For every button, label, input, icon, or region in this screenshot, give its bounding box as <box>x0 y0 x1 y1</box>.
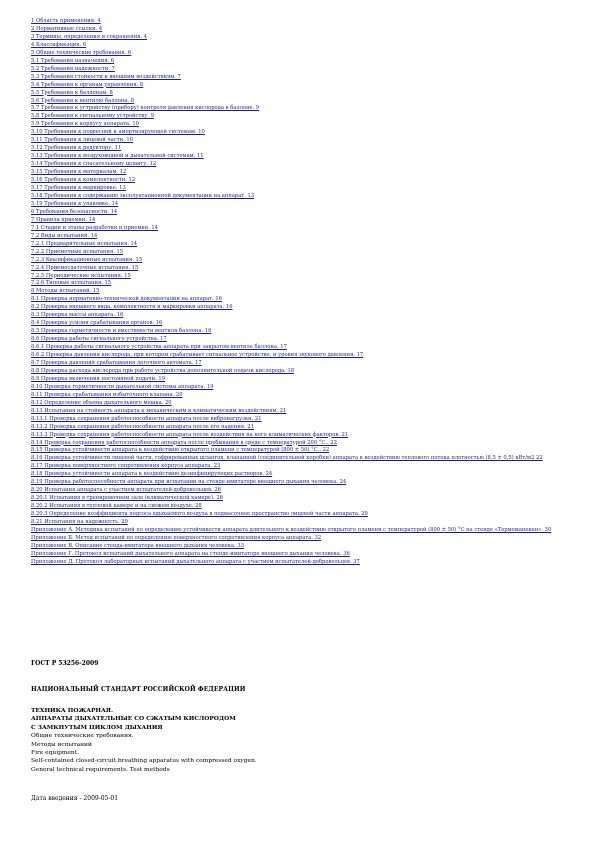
toc-link[interactable]: 8.11 Проверка срабатывания избыточного клапана. 20 <box>31 391 183 398</box>
toc-link[interactable]: 8.20.3 Определение коэффициента подсоса вдыхаемого воздуха в подмасочное пространство лицевой части аппарата. 29 <box>31 511 368 518</box>
toc-link[interactable]: 7 Правила приемки. 14 <box>31 216 96 223</box>
toc-entry <box>31 368 586 376</box>
toc-link[interactable]: 8.6.1 Проверка работы сигнального устройства аппарата при закрытом вентиле баллона. 17 <box>31 344 287 351</box>
toc-link[interactable]: 8.8 Проверка расхода кислорода при работе устройства дополнительной подачи кислорода. 18 <box>31 367 295 374</box>
toc-entry <box>31 58 586 66</box>
toc-link[interactable]: 8.10 Проверка герметичности дыхательной системы аппарата. 19 <box>31 383 214 390</box>
toc-entry <box>31 280 586 288</box>
toc-link[interactable]: Приложение В. Описание стенда-имитатора внешнего дыхания человека. 33 <box>31 542 245 549</box>
toc-link[interactable]: 5.12 Требования к редуктору. 11 <box>31 145 122 152</box>
subtitle-line: Методы испытаний <box>31 741 92 748</box>
toc-link[interactable]: 5.14 Требования к спасательному шлангу. 12 <box>31 161 157 168</box>
toc-link[interactable]: 8.13.1 Проверка сохранения работоспособности аппарата после вибронагрузки. 21 <box>31 415 262 422</box>
toc-entry <box>31 201 586 209</box>
toc-link[interactable]: 8 Методы испытаний. 15 <box>31 288 100 295</box>
toc-link[interactable]: 8.1 Проверка нормативно-технической документации на аппарат. 16 <box>31 296 222 303</box>
title-line: С ЗАМКНУТЫМ ЦИКЛОМ ДЫХАНИЯ <box>31 723 163 731</box>
toc-entry <box>31 432 586 440</box>
toc-link[interactable]: 8.18 Проверка устойчивости аппарата к воздействию дезинфицирующих растворов. 24 <box>31 471 273 478</box>
toc-link[interactable]: 5.15 Требования к материалам. 12 <box>31 169 127 176</box>
toc-link[interactable]: Приложение Б. Метод испытаний по определению поверхностного сопротивления корпуса аппарата. 32 <box>31 534 322 541</box>
toc-link[interactable]: 5.18 Требования к содержанию эксплуатационной документации на аппарат. 13 <box>31 192 255 199</box>
toc-entry <box>31 424 586 432</box>
toc-link[interactable]: 6 Требования безопасности. 14 <box>31 208 118 215</box>
toc-entry <box>31 225 586 233</box>
toc-link[interactable]: 8.9 Проверка включения постоянной подачи. 19 <box>31 375 166 382</box>
toc-entry <box>31 455 586 463</box>
toc-link[interactable]: 8.7 Проверка давления срабатывания легочного автомата. 17 <box>31 359 202 366</box>
toc-entry <box>31 376 586 384</box>
toc-entry <box>31 217 586 225</box>
toc-link[interactable]: 8.4 Проверка усилия срабатывания органов. 16 <box>31 320 163 327</box>
toc-entry <box>31 304 586 312</box>
toc-link[interactable]: 8.13.3 Проверка сохранения работоспособности аппарата после воздействия на него климатических факторов. 21 <box>31 431 349 438</box>
toc-entry <box>31 74 586 82</box>
title-line: ТЕХНИКА ПОЖАРНАЯ. <box>31 707 114 714</box>
toc-entry <box>31 42 586 50</box>
toc-link[interactable]: 5.7 Требования к устройству (прибору) контроля давления кислорода в баллоне. 9 <box>31 105 260 112</box>
toc-entry <box>31 257 586 265</box>
toc-entry <box>31 511 586 519</box>
toc-entry <box>31 273 586 281</box>
toc-entry <box>31 400 586 408</box>
toc-link[interactable]: 8.3 Проверка массы аппарата. 16 <box>31 312 124 319</box>
toc-link[interactable]: 8.20 Испытания аппарата с участием испытателей-добровольцев. 26 <box>31 487 221 494</box>
toc-entry <box>31 527 586 535</box>
toc-entry <box>31 384 586 392</box>
toc-entry <box>31 153 586 161</box>
toc-link[interactable]: 4 Классификация. 6 <box>31 41 87 48</box>
toc-link[interactable]: 5.6 Требования к вентилю баллона. 8 <box>31 97 135 104</box>
toc-link[interactable]: 5.1 Требования назначения. 6 <box>31 57 115 64</box>
document-code: ГОСТ Р 53256-2009 <box>31 660 99 667</box>
toc-link[interactable]: 8.6 Проверка работы сигнального устройства. 17 <box>31 336 167 343</box>
toc-entry <box>31 543 586 551</box>
toc-link[interactable]: 8.5 Проверка герметичности и вместимости вентиля баллона. 16 <box>31 328 212 335</box>
toc-link[interactable]: 8.13 Испытания на стойкость аппарата к механическим и климатическим воздействиям. 21 <box>31 407 287 414</box>
toc-link[interactable]: 8.2 Проверка внешнего вида, комплектности и маркировки аппарата. 16 <box>31 304 233 311</box>
toc-link[interactable]: 7.2.4 Приемосдаточные испытания. 15 <box>31 264 139 271</box>
toc-link[interactable]: 2 Нормативные ссылки. 4 <box>31 25 103 32</box>
toc-entry <box>31 503 586 511</box>
document-title-block <box>31 707 571 774</box>
toc-link[interactable]: Приложение Д. Протокол лабораторных испытаний дыхательного аппарата с участием испытателей-добровольцев. 37 <box>31 558 360 565</box>
toc-link[interactable]: 8.17 Проверка поверхностного сопротивления корпуса аппарата. 23 <box>31 463 221 470</box>
toc-entry <box>31 352 586 360</box>
toc-entry <box>31 535 586 543</box>
toc-link[interactable]: Приложение А. Методика испытаний по определению устойчивости аппарата длительного к воздействию открытого пламени с температурой (800 ± 50) °С на стенде «Термоманекен». 30 <box>31 527 552 533</box>
toc-link[interactable]: 7.2.1 Предварительные испытания. 14 <box>31 240 138 247</box>
toc-entry <box>31 145 586 153</box>
toc-entry <box>31 90 586 98</box>
toc-entry <box>31 336 586 344</box>
subtitle-line: Общие технические требования. <box>31 733 134 740</box>
toc-entry <box>31 185 586 193</box>
toc-link[interactable]: 5.16 Требования к комплектности. 12 <box>31 177 136 184</box>
toc-link[interactable]: 5.3 Требования стойкости к внешним воздействиям. 7 <box>31 73 181 80</box>
toc-entry <box>31 392 586 400</box>
toc-entry <box>31 241 586 249</box>
english-title-line: General technical requirements. Test methods <box>31 766 170 773</box>
toc-entry <box>31 296 586 304</box>
toc-entry <box>31 82 586 90</box>
toc-entry <box>31 161 586 169</box>
toc-link[interactable]: 5.19 Требования к упаковке. 14 <box>31 200 119 207</box>
toc-entry <box>31 177 586 185</box>
toc-link[interactable]: 8.20.2 Испытания в тепловой камере и на свежем воздухе. 28 <box>31 503 202 510</box>
toc-link[interactable]: 8.20.1 Испытания в тренировочном зале (климатической камере). 26 <box>31 495 223 502</box>
toc-entry <box>31 233 586 241</box>
toc-entry <box>31 487 586 495</box>
toc-link[interactable]: 5.10 Требования к подвесной и амортизирующей системам. 10 <box>31 129 205 136</box>
toc-entry <box>31 519 586 527</box>
toc-link[interactable]: 5.4 Требования к органам управления. 8 <box>31 81 144 88</box>
toc-entry <box>31 169 586 177</box>
toc-entry <box>31 34 586 42</box>
toc-entry <box>31 551 586 559</box>
toc-link[interactable]: 1 Область применения. 4 <box>31 18 101 24</box>
toc-link[interactable]: 8.13.2 Проверка сохранения работоспособности аппарата после его падения. 21 <box>31 423 254 430</box>
english-title-line: Self-contained closed-circuit breathing apparatus with compressed oxygen. <box>31 758 257 765</box>
introduction-date: Дата введения - 2009-05-01 <box>31 795 119 802</box>
toc-link[interactable]: 7.2.6 Типовые испытания. 15 <box>31 280 112 287</box>
toc-link[interactable]: 7.2.5 Периодические испытания. 15 <box>31 272 131 279</box>
toc-link[interactable]: 7.2.3 Квалификационные испытания. 15 <box>31 256 143 263</box>
toc-link[interactable]: 5.2 Требования надежности. 7 <box>31 65 115 72</box>
toc-link[interactable]: 7.1 Стадии и этапы разработки и приемки. 14 <box>31 224 158 231</box>
toc-entry <box>31 360 586 368</box>
toc-link[interactable]: 8.21 Испытания на надежность. 29 <box>31 519 128 526</box>
toc-link[interactable]: 7.2 Виды испытаний. 14 <box>31 232 98 239</box>
english-title-line: Fire equipment. <box>31 750 79 757</box>
toc-link[interactable]: 5.17 Требования к маркировке. 13 <box>31 185 126 192</box>
toc-entry <box>31 66 586 74</box>
toc-link[interactable]: 8.19 Проверка работоспособности аппарата при испытании на стенде-имитаторе внешнего дыхания человека. 24 <box>31 479 347 486</box>
standard-title: НАЦИОНАЛЬНЫЙ СТАНДАРТ РОССИЙСКОЙ ФЕДЕРАЦИИ <box>31 686 246 693</box>
toc-entry <box>31 495 586 503</box>
toc-entry <box>31 50 586 58</box>
toc-entry <box>31 249 586 257</box>
table-of-contents <box>31 18 586 567</box>
toc-entry <box>31 209 586 217</box>
title-line: АППАРАТЫ ДЫХАТЕЛЬНЫЕ СО СЖАТЫМ КИСЛОРОДОМ <box>31 715 236 723</box>
toc-entry <box>31 320 586 328</box>
toc-entry <box>31 559 586 567</box>
toc-link[interactable]: 5 Общие технические требования. 6 <box>31 49 132 56</box>
toc-entry <box>31 26 586 34</box>
toc-link[interactable]: 7.2.2 Приемочные испытания. 15 <box>31 248 124 255</box>
toc-link[interactable]: 5.8 Требования к сигнальному устройству. 9 <box>31 113 154 120</box>
toc-entry <box>31 344 586 352</box>
toc-entry <box>31 408 586 416</box>
toc-entry <box>31 265 586 273</box>
toc-link[interactable]: 5.9 Требования к корпусу аппарата. 10 <box>31 121 139 128</box>
toc-link[interactable]: 8.6.2 Проверка давления кислорода, при котором срабатывает сигнальное устройство, и уровня звукового давления. 17 <box>31 352 364 359</box>
toc-entry <box>31 18 586 26</box>
toc-link[interactable]: 8.16 Проверка устойчивости лицевой части, гофрированных шлангов, клапанной (соединительной коробки) аппарата к воздействию теплового потока плотностью (8,5 ± 0,5) кВт/м2 22 <box>31 455 543 462</box>
toc-entry <box>31 193 586 201</box>
toc-link[interactable]: 5.5 Требования к баллонам. 8 <box>31 89 113 96</box>
toc-link[interactable]: 8.14 Проверка сохранения работоспособности аппарата после пребывания в среде с температурой 200 °С.. 22 <box>31 439 337 446</box>
toc-link[interactable]: 5.13 Требования к воздуховодной и дыхательной системам. 11 <box>31 153 204 160</box>
toc-link[interactable]: 5.11 Требования к лицевой части. 10 <box>31 137 133 144</box>
toc-entry <box>31 288 586 296</box>
toc-entry <box>31 328 586 336</box>
toc-link[interactable]: 3 Термины, определения и сокращения. 4 <box>31 33 148 40</box>
toc-link[interactable]: 8.12 Определение объема дыхательного мешка. 20 <box>31 399 172 406</box>
toc-link[interactable]: 8.15 Проверка устойчивости аппарата к воздействию открытого пламени с температурой (800 ± 50) °С.. 22 <box>31 447 330 454</box>
toc-link[interactable]: Приложение Г. Протокол испытаний дыхательного аппарата на стенде-имитаторе внешнего дыхания человека. 36 <box>31 550 350 557</box>
toc-entry <box>31 416 586 424</box>
